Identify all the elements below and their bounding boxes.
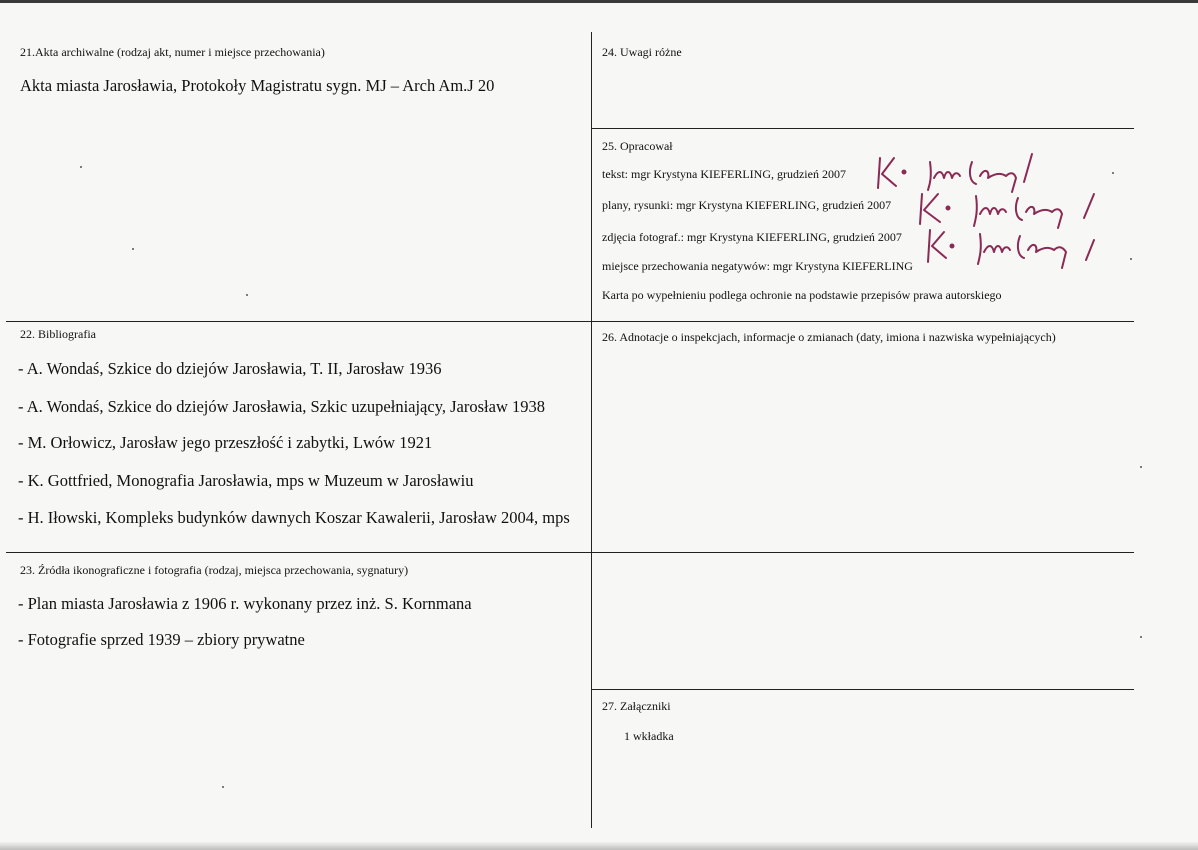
bibliography-item: - K. Gottfried, Monografia Jarosławia, mps w Muzeum w Jarosławiu — [18, 471, 474, 490]
author-photos-line: zdjęcia fotograf.: mgr Krystyna KIEFERLING, grudzień 2007 — [602, 230, 902, 244]
iconography-item: - Fotografie sprzed 1939 – zbiory prywatne — [18, 630, 305, 649]
iconography-item: - Plan miasta Jarosławia z 1906 r. wykonany przez inż. S. Kornmana — [18, 594, 472, 613]
copyright-note: Karta po wypełnieniu podlega ochronie na podstawie przepisów prawa autorskiego — [602, 288, 1002, 302]
row-divider-left-2 — [6, 552, 591, 553]
scan-speck — [1140, 636, 1142, 638]
row-divider-left-1 — [6, 321, 591, 322]
negatives-location-line: miejsce przechowania negatywów: mgr Krystyna KIEFERLING — [602, 259, 913, 273]
bibliography-item: - H. Iłowski, Kompleks budynków dawnych Koszar Kawalerii, Jarosław 2004, mps — [18, 508, 570, 527]
section-21-value: Akta miasta Jarosławia, Protokoły Magistratu sygn. MJ – Arch Am.J 20 — [20, 76, 495, 95]
row-divider-right-1 — [592, 128, 1134, 129]
section-26-label: 26. Adnotacje o inspekcjach, informacje o zmianach (daty, imiona i nazwiska wypełniających) — [602, 330, 1056, 344]
section-25-label: 25. Opracował — [602, 139, 673, 153]
scan-speck — [132, 248, 134, 250]
section-23-label: 23. Źródła ikonograficzne i fotografia (rodzaj, miejsca przechowania, sygnatury) — [20, 563, 409, 577]
scan-speck — [1130, 258, 1132, 260]
section-21-label: 21.Akta archiwalne (rodzaj akt, numer i miejsce przechowania) — [20, 45, 325, 59]
author-text-line: tekst: mgr Krystyna KIEFERLING, grudzień 2007 — [602, 167, 846, 181]
section-22-label: 22. Bibliografia — [20, 327, 96, 341]
row-divider-right-2 — [592, 321, 1134, 322]
scan-speck — [1140, 466, 1142, 468]
section-27-value: 1 wkładka — [624, 729, 674, 743]
row-divider-right-4 — [592, 689, 1134, 690]
signature-zdjecia — [920, 222, 1110, 282]
row-divider-right-3 — [592, 552, 1134, 553]
scan-speck — [246, 294, 248, 296]
column-divider — [591, 32, 592, 828]
section-24-label: 24. Uwagi różne — [602, 45, 682, 59]
scan-speck — [80, 166, 82, 168]
author-plans-line: plany, rysunki: mgr Krystyna KIEFERLING, grudzień 2007 — [602, 198, 892, 212]
page-top-edge — [0, 0, 1198, 3]
bibliography-item: - A. Wondaś, Szkice do dziejów Jarosławia, Szkic uzupełniający, Jarosław 1938 — [18, 397, 545, 416]
bibliography-item: - A. Wondaś, Szkice do dziejów Jarosławia, T. II, Jarosław 1936 — [18, 359, 442, 378]
page-bottom-edge — [0, 842, 1198, 850]
bibliography-item: - M. Orłowicz, Jarosław jego przeszłość i zabytki, Lwów 1921 — [18, 433, 433, 452]
scan-speck — [222, 786, 224, 788]
section-27-label: 27. Załączniki — [602, 699, 671, 713]
scan-speck — [1112, 172, 1114, 174]
